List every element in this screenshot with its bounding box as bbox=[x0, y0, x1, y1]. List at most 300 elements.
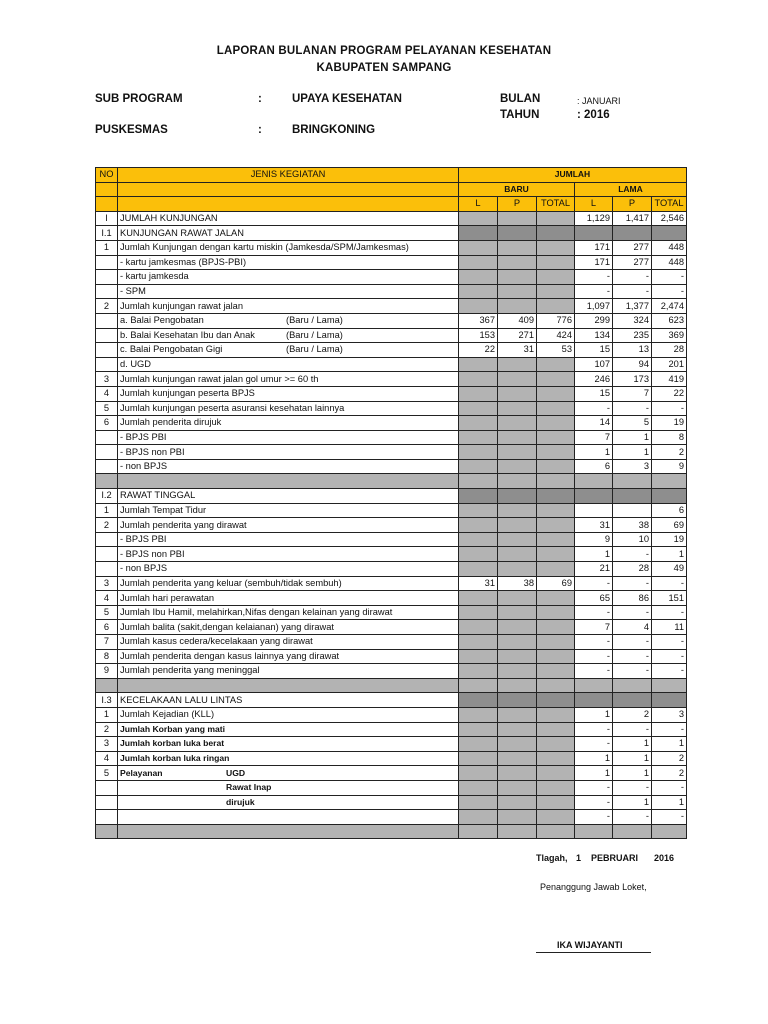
cell-baru-total bbox=[537, 693, 575, 708]
cell-baru-l: 31 bbox=[459, 576, 498, 591]
cell-lama-l bbox=[575, 226, 613, 241]
cell-lama-total: 2,474 bbox=[652, 299, 687, 314]
cell-jenis: Jumlah penderita dirujuk bbox=[118, 416, 459, 431]
cell-baru-total bbox=[537, 547, 575, 562]
cell-no: 4 bbox=[96, 751, 118, 766]
cell-jenis: Jumlah hari perawatan bbox=[118, 591, 459, 606]
cell-baru-l: 367 bbox=[459, 313, 498, 328]
sub-program-colon: : bbox=[258, 93, 262, 105]
row-annotation: dirujuk bbox=[226, 796, 255, 807]
cell-no bbox=[96, 562, 118, 577]
cell-lama-total: 2 bbox=[652, 751, 687, 766]
table-row bbox=[96, 386, 687, 401]
cell-no: 5 bbox=[96, 605, 118, 620]
cell-baru-total: 424 bbox=[537, 328, 575, 343]
cell-baru-p bbox=[498, 591, 537, 606]
cell-jenis: Jumlah penderita yang meninggal bbox=[118, 664, 459, 679]
cell-lama-l: 1,129 bbox=[575, 211, 613, 226]
cell-jenis: Jumlah Tempat Tidur bbox=[118, 503, 459, 518]
row-label: c. Balai Pengobatan Gigi bbox=[120, 344, 223, 355]
cell-lama-l bbox=[575, 693, 613, 708]
cell-baru-l bbox=[459, 605, 498, 620]
cell-jenis: Jumlah balita (sakit,dengan kelaianan) yang dirawat bbox=[118, 620, 459, 635]
cell-baru-l bbox=[459, 459, 498, 474]
table-row bbox=[96, 591, 687, 606]
cell-no: 2 bbox=[96, 518, 118, 533]
footer-year: 2016 bbox=[654, 853, 675, 863]
cell-baru-total bbox=[537, 503, 575, 518]
cell-baru-total bbox=[537, 591, 575, 606]
cell-jenis: - BPJS non PBI bbox=[118, 547, 459, 562]
cell-lama-p: - bbox=[613, 810, 652, 825]
cell-baru-l bbox=[459, 299, 498, 314]
cell-baru-total: 53 bbox=[537, 343, 575, 358]
cell-baru-l bbox=[459, 226, 498, 241]
cell-lama-l: 1,097 bbox=[575, 299, 613, 314]
table-row bbox=[96, 576, 687, 591]
report-subtitle: KABUPATEN SAMPANG bbox=[316, 62, 452, 74]
cell-baru-l bbox=[459, 591, 498, 606]
cell-baru-p bbox=[498, 357, 537, 372]
cell-baru-l bbox=[459, 766, 498, 781]
cell-baru-l bbox=[459, 751, 498, 766]
cell-baru-l bbox=[459, 635, 498, 650]
header-blank bbox=[118, 182, 459, 197]
cell-lama-p: - bbox=[613, 576, 652, 591]
cell-baru-total bbox=[537, 810, 575, 825]
table-row bbox=[96, 824, 687, 839]
cell-baru-p bbox=[498, 795, 537, 810]
cell-jenis: - kartu jamkesmas (BPJS-PBI) bbox=[118, 255, 459, 270]
cell-jenis bbox=[118, 474, 459, 489]
cell-baru-p bbox=[498, 489, 537, 504]
cell-jenis: - BPJS non PBI bbox=[118, 445, 459, 460]
cell-no bbox=[96, 430, 118, 445]
puskesmas-colon: : bbox=[258, 124, 262, 136]
cell-baru-p bbox=[498, 211, 537, 226]
cell-baru-total bbox=[537, 795, 575, 810]
cell-lama-total: 2 bbox=[652, 766, 687, 781]
cell-lama-total: - bbox=[652, 270, 687, 285]
cell-lama-total: 69 bbox=[652, 518, 687, 533]
cell-lama-l: - bbox=[575, 664, 613, 679]
cell-lama-p: 1,377 bbox=[613, 299, 652, 314]
cell-baru-total bbox=[537, 518, 575, 533]
cell-no: 3 bbox=[96, 737, 118, 752]
cell-baru-p bbox=[498, 562, 537, 577]
cell-no bbox=[96, 795, 118, 810]
cell-baru-p bbox=[498, 255, 537, 270]
cell-baru-p bbox=[498, 372, 537, 387]
cell-baru-l bbox=[459, 211, 498, 226]
cell-jenis bbox=[118, 766, 459, 781]
cell-lama-l: - bbox=[575, 795, 613, 810]
cell-jenis: Jumlah Korban yang mati bbox=[118, 722, 459, 737]
cell-lama-l: - bbox=[575, 401, 613, 416]
cell-baru-total bbox=[537, 459, 575, 474]
cell-baru-l bbox=[459, 503, 498, 518]
cell-baru-total bbox=[537, 445, 575, 460]
cell-baru-p bbox=[498, 518, 537, 533]
cell-no: 2 bbox=[96, 722, 118, 737]
cell-jenis: Jumlah Kejadian (KLL) bbox=[118, 707, 459, 722]
table-row bbox=[96, 562, 687, 577]
cell-baru-l bbox=[459, 416, 498, 431]
cell-no: 8 bbox=[96, 649, 118, 664]
cell-baru-l bbox=[459, 620, 498, 635]
cell-lama-p bbox=[613, 503, 652, 518]
cell-no bbox=[96, 810, 118, 825]
cell-lama-p bbox=[613, 824, 652, 839]
row-label: b. Balai Kesehatan Ibu dan Anak bbox=[120, 329, 255, 340]
cell-baru-total bbox=[537, 226, 575, 241]
cell-lama-l: - bbox=[575, 605, 613, 620]
cell-baru-total bbox=[537, 299, 575, 314]
cell-lama-total: - bbox=[652, 664, 687, 679]
tahun-label: TAHUN bbox=[500, 109, 540, 121]
cell-lama-total bbox=[652, 489, 687, 504]
table-row bbox=[96, 240, 687, 255]
cell-lama-l bbox=[575, 474, 613, 489]
col-lama-header: LAMA bbox=[575, 182, 687, 197]
cell-jenis: Jumlah penderita yang keluar (sembuh/tidak sembuh) bbox=[118, 576, 459, 591]
cell-lama-total: 49 bbox=[652, 562, 687, 577]
cell-baru-p bbox=[498, 722, 537, 737]
cell-lama-p: - bbox=[613, 780, 652, 795]
cell-baru-p bbox=[498, 445, 537, 460]
cell-baru-total bbox=[537, 562, 575, 577]
cell-lama-p: 38 bbox=[613, 518, 652, 533]
table-row bbox=[96, 620, 687, 635]
cell-no: 3 bbox=[96, 372, 118, 387]
cell-baru-p bbox=[498, 401, 537, 416]
cell-lama-l: 7 bbox=[575, 430, 613, 445]
footer-day: 1 bbox=[576, 853, 582, 863]
cell-baru-l bbox=[459, 649, 498, 664]
cell-baru-p bbox=[498, 751, 537, 766]
cell-no bbox=[96, 343, 118, 358]
cell-no: 4 bbox=[96, 386, 118, 401]
cell-lama-l: 15 bbox=[575, 343, 613, 358]
cell-baru-total bbox=[537, 284, 575, 299]
cell-baru-total bbox=[537, 357, 575, 372]
cell-baru-total bbox=[537, 270, 575, 285]
cell-baru-total: 776 bbox=[537, 313, 575, 328]
cell-lama-total bbox=[652, 693, 687, 708]
cell-lama-p: 3 bbox=[613, 459, 652, 474]
cell-lama-total: 8 bbox=[652, 430, 687, 445]
cell-baru-l bbox=[459, 401, 498, 416]
table-row bbox=[96, 737, 687, 752]
cell-baru-total bbox=[537, 255, 575, 270]
cell-lama-total: 448 bbox=[652, 255, 687, 270]
footer-signer: IKA WIJAYANTI bbox=[557, 940, 623, 950]
cell-jenis bbox=[118, 328, 459, 343]
cell-baru-p bbox=[498, 620, 537, 635]
cell-lama-l: 7 bbox=[575, 620, 613, 635]
cell-no bbox=[96, 780, 118, 795]
cell-no bbox=[96, 532, 118, 547]
cell-lama-total: 2 bbox=[652, 445, 687, 460]
cell-lama-l: - bbox=[575, 284, 613, 299]
cell-baru-total bbox=[537, 751, 575, 766]
cell-no bbox=[96, 824, 118, 839]
cell-jenis bbox=[118, 678, 459, 693]
cell-no: I.2 bbox=[96, 489, 118, 504]
cell-baru-l bbox=[459, 372, 498, 387]
cell-lama-p: 13 bbox=[613, 343, 652, 358]
cell-baru-l bbox=[459, 270, 498, 285]
cell-no: 6 bbox=[96, 416, 118, 431]
cell-jenis: - non BPJS bbox=[118, 459, 459, 474]
cell-baru-p bbox=[498, 737, 537, 752]
cell-baru-p bbox=[498, 824, 537, 839]
cell-lama-l: 1 bbox=[575, 751, 613, 766]
col-no-header: NO bbox=[96, 168, 118, 183]
table-row bbox=[96, 649, 687, 664]
cell-baru-total: 69 bbox=[537, 576, 575, 591]
cell-lama-l: - bbox=[575, 649, 613, 664]
cell-lama-p: - bbox=[613, 401, 652, 416]
sub-program-value: UPAYA KESEHATAN bbox=[292, 93, 402, 105]
table-row bbox=[96, 532, 687, 547]
table-row bbox=[96, 780, 687, 795]
cell-no: 3 bbox=[96, 576, 118, 591]
cell-jenis bbox=[118, 810, 459, 825]
cell-jenis: KECELAKAAN LALU LINTAS bbox=[118, 693, 459, 708]
cell-lama-l: - bbox=[575, 576, 613, 591]
cell-lama-total: - bbox=[652, 605, 687, 620]
cell-baru-l bbox=[459, 489, 498, 504]
cell-baru-p bbox=[498, 547, 537, 562]
table-row bbox=[96, 430, 687, 445]
cell-baru-p bbox=[498, 240, 537, 255]
cell-lama-total: 22 bbox=[652, 386, 687, 401]
cell-jenis bbox=[118, 313, 459, 328]
table-row bbox=[96, 416, 687, 431]
cell-lama-p: - bbox=[613, 664, 652, 679]
cell-no: I bbox=[96, 211, 118, 226]
cell-lama-p bbox=[613, 226, 652, 241]
cell-no bbox=[96, 270, 118, 285]
cell-baru-l bbox=[459, 664, 498, 679]
cell-baru-l bbox=[459, 386, 498, 401]
col-baru-l: L bbox=[459, 197, 498, 212]
cell-jenis: Jumlah penderita yang dirawat bbox=[118, 518, 459, 533]
col-lama-total: TOTAL bbox=[652, 197, 687, 212]
sub-program-label: SUB PROGRAM bbox=[95, 93, 183, 105]
cell-lama-l: 9 bbox=[575, 532, 613, 547]
cell-lama-total: 201 bbox=[652, 357, 687, 372]
table-row bbox=[96, 284, 687, 299]
cell-jenis bbox=[118, 795, 459, 810]
cell-no bbox=[96, 445, 118, 460]
cell-baru-total bbox=[537, 766, 575, 781]
col-baru-header: BARU bbox=[459, 182, 575, 197]
cell-baru-p bbox=[498, 430, 537, 445]
cell-lama-l: 65 bbox=[575, 591, 613, 606]
cell-baru-l bbox=[459, 780, 498, 795]
puskesmas-label: PUSKESMAS bbox=[95, 124, 168, 136]
cell-jenis bbox=[118, 343, 459, 358]
cell-no: 1 bbox=[96, 503, 118, 518]
cell-lama-p: - bbox=[613, 270, 652, 285]
cell-lama-total: 448 bbox=[652, 240, 687, 255]
cell-baru-l bbox=[459, 707, 498, 722]
cell-baru-l bbox=[459, 532, 498, 547]
table-row bbox=[96, 605, 687, 620]
cell-lama-p: 4 bbox=[613, 620, 652, 635]
cell-baru-total bbox=[537, 372, 575, 387]
cell-lama-l: - bbox=[575, 810, 613, 825]
cell-lama-p: 235 bbox=[613, 328, 652, 343]
cell-lama-p: 1 bbox=[613, 430, 652, 445]
cell-baru-l bbox=[459, 737, 498, 752]
cell-lama-p: 2 bbox=[613, 707, 652, 722]
table-row bbox=[96, 707, 687, 722]
cell-lama-total: 3 bbox=[652, 707, 687, 722]
cell-no: 4 bbox=[96, 591, 118, 606]
cell-baru-total bbox=[537, 780, 575, 795]
cell-baru-p bbox=[498, 503, 537, 518]
table-row bbox=[96, 313, 687, 328]
table-row bbox=[96, 299, 687, 314]
table-header-row-3 bbox=[96, 197, 687, 212]
table-row bbox=[96, 635, 687, 650]
bulan-label: BULAN bbox=[500, 93, 541, 105]
cell-lama-p: 1 bbox=[613, 737, 652, 752]
bulan-value: : JANUARI bbox=[577, 96, 621, 106]
cell-baru-l bbox=[459, 474, 498, 489]
cell-baru-p bbox=[498, 532, 537, 547]
cell-jenis: Jumlah kunjungan peserta BPJS bbox=[118, 386, 459, 401]
table-row bbox=[96, 211, 687, 226]
cell-lama-l: - bbox=[575, 635, 613, 650]
cell-baru-total bbox=[537, 416, 575, 431]
col-baru-total: TOTAL bbox=[537, 197, 575, 212]
cell-lama-l: 21 bbox=[575, 562, 613, 577]
cell-lama-l: 1 bbox=[575, 445, 613, 460]
cell-jenis: d. UGD bbox=[118, 357, 459, 372]
cell-no bbox=[96, 678, 118, 693]
cell-baru-total bbox=[537, 474, 575, 489]
cell-jenis: Jumlah kunjungan rawat jalan gol umur >= 60 th bbox=[118, 372, 459, 387]
cell-jenis: Jumlah penderita dengan kasus lainnya yang dirawat bbox=[118, 649, 459, 664]
cell-baru-total bbox=[537, 386, 575, 401]
cell-lama-p: - bbox=[613, 547, 652, 562]
cell-baru-total bbox=[537, 401, 575, 416]
cell-baru-l bbox=[459, 824, 498, 839]
col-jenis-header: JENIS KEGIATAN bbox=[118, 168, 459, 183]
cell-lama-l bbox=[575, 503, 613, 518]
cell-lama-p: 10 bbox=[613, 532, 652, 547]
cell-lama-p: 86 bbox=[613, 591, 652, 606]
footer-place: Tlagah, bbox=[536, 853, 568, 863]
cell-baru-p bbox=[498, 474, 537, 489]
table-row bbox=[96, 693, 687, 708]
cell-lama-p: 277 bbox=[613, 255, 652, 270]
cell-lama-total: 2,546 bbox=[652, 211, 687, 226]
cell-no: I.3 bbox=[96, 693, 118, 708]
cell-lama-p: 277 bbox=[613, 240, 652, 255]
cell-lama-p: 1 bbox=[613, 445, 652, 460]
cell-baru-p bbox=[498, 766, 537, 781]
table-row bbox=[96, 722, 687, 737]
cell-lama-p: - bbox=[613, 605, 652, 620]
cell-baru-p bbox=[498, 678, 537, 693]
table-row bbox=[96, 810, 687, 825]
cell-baru-p bbox=[498, 605, 537, 620]
cell-baru-l bbox=[459, 518, 498, 533]
table-row bbox=[96, 255, 687, 270]
cell-baru-p bbox=[498, 649, 537, 664]
cell-lama-l: 107 bbox=[575, 357, 613, 372]
cell-baru-l bbox=[459, 284, 498, 299]
cell-lama-total: 1 bbox=[652, 547, 687, 562]
cell-jenis: Jumlah korban luka ringan bbox=[118, 751, 459, 766]
cell-baru-l: 153 bbox=[459, 328, 498, 343]
cell-lama-l: 171 bbox=[575, 255, 613, 270]
cell-baru-total bbox=[537, 722, 575, 737]
cell-lama-p: 5 bbox=[613, 416, 652, 431]
header-blank bbox=[118, 197, 459, 212]
table-row bbox=[96, 401, 687, 416]
cell-lama-l: 134 bbox=[575, 328, 613, 343]
report-table bbox=[95, 167, 687, 839]
cell-lama-total: 369 bbox=[652, 328, 687, 343]
footer-role: Penanggung Jawab Loket, bbox=[540, 882, 647, 892]
row-annotation: Rawat Inap bbox=[226, 782, 272, 793]
row-label: Pelayanan bbox=[120, 767, 163, 778]
cell-lama-l: 299 bbox=[575, 313, 613, 328]
cell-jenis: KUNJUNGAN RAWAT JALAN bbox=[118, 226, 459, 241]
cell-no: 9 bbox=[96, 664, 118, 679]
cell-baru-p: 271 bbox=[498, 328, 537, 343]
cell-baru-l bbox=[459, 430, 498, 445]
signature-line bbox=[536, 952, 651, 953]
cell-lama-l: 6 bbox=[575, 459, 613, 474]
cell-no: 5 bbox=[96, 766, 118, 781]
cell-lama-total: - bbox=[652, 810, 687, 825]
cell-lama-total: 28 bbox=[652, 343, 687, 358]
cell-lama-total: 6 bbox=[652, 503, 687, 518]
row-annotation: (Baru / Lama) bbox=[286, 344, 343, 355]
cell-lama-l: 1 bbox=[575, 766, 613, 781]
table-row bbox=[96, 518, 687, 533]
cell-no bbox=[96, 357, 118, 372]
cell-baru-p bbox=[498, 664, 537, 679]
cell-baru-l bbox=[459, 722, 498, 737]
row-annotation: UGD bbox=[226, 767, 246, 778]
cell-lama-l: 171 bbox=[575, 240, 613, 255]
col-baru-p: P bbox=[498, 197, 537, 212]
table-row bbox=[96, 328, 687, 343]
table-row bbox=[96, 766, 687, 781]
cell-no: 2 bbox=[96, 299, 118, 314]
cell-baru-total bbox=[537, 211, 575, 226]
cell-jenis: Jumlah Kunjungan dengan kartu miskin (Jamkesda/SPM/Jamkesmas) bbox=[118, 240, 459, 255]
cell-lama-p: 1 bbox=[613, 766, 652, 781]
table-row bbox=[96, 489, 687, 504]
header-blank bbox=[96, 197, 118, 212]
cell-baru-p bbox=[498, 707, 537, 722]
cell-jenis: JUMLAH KUNJUNGAN bbox=[118, 211, 459, 226]
table-row bbox=[96, 226, 687, 241]
cell-jenis: Jumlah kasus cedera/kecelakaan yang dirawat bbox=[118, 635, 459, 650]
cell-jenis: - non BPJS bbox=[118, 562, 459, 577]
table-row bbox=[96, 459, 687, 474]
cell-jenis: - BPJS PBI bbox=[118, 532, 459, 547]
